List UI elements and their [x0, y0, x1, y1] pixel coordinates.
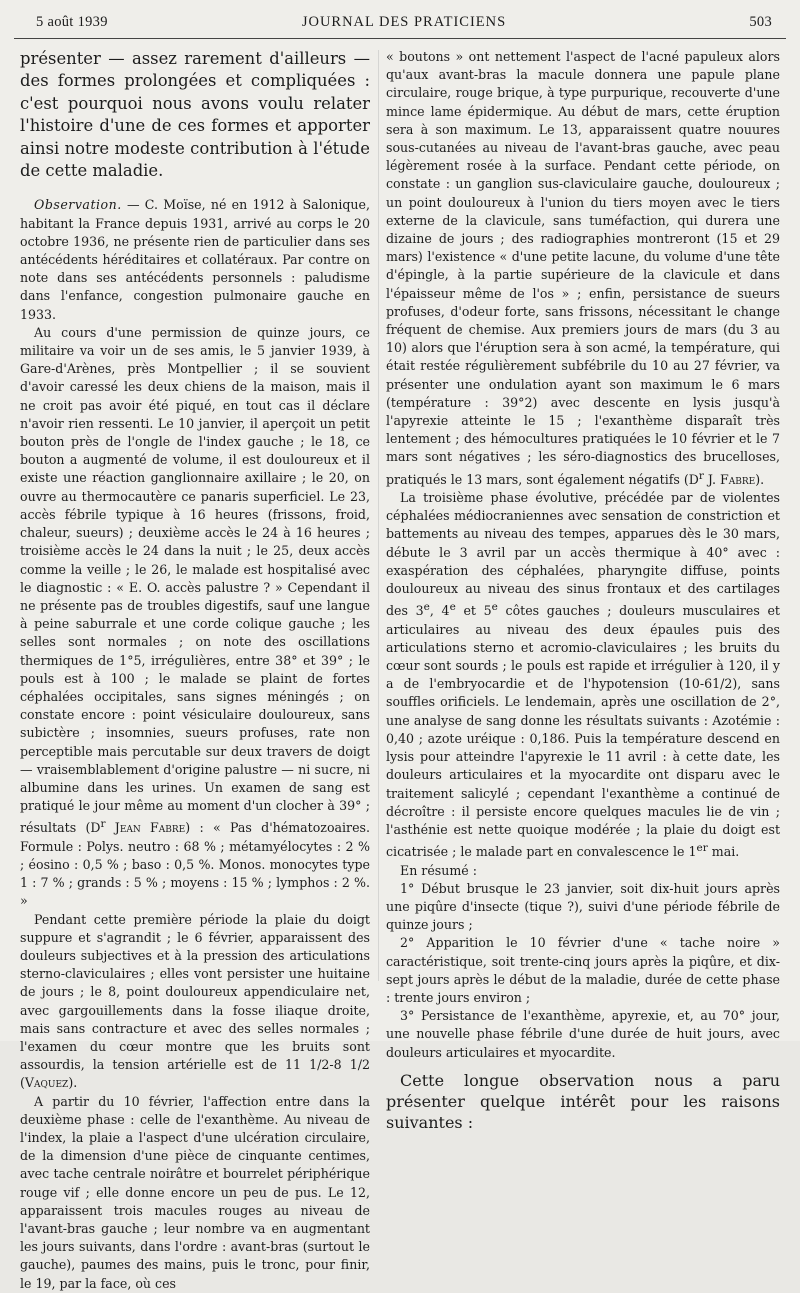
- observation-paragraph: [20, 196, 370, 323]
- right-paragraph-2: [386, 489, 780, 861]
- r2-sup-1: e: [423, 601, 430, 614]
- running-header: [36, 14, 772, 34]
- observation-text: — C. Moïse, né en 1912 à Salonique, habitant la France depuis 1931, arrivé au corps le 20 octobre 1936, ne présente rien de particulier dans ses antécédents héréditaires et collatéraux. Par contre on note dans ses antécédents personnels : paludisme dans l'enfance, congestion pulmonaire gauche en 1933.: [20, 197, 370, 322]
- left-column: [20, 48, 370, 1291]
- summary-item-3: 3° Persistance de l'exanthème, apyrexie, et, au 70° jour, une nouvelle phase fébrile d'une durée de huit jours, avec douleurs articulaires et myocardite.: [386, 1008, 780, 1060]
- p3-author-name: Vaquez: [24, 1075, 69, 1091]
- issue-date: 5 août 1939: [36, 14, 108, 30]
- p2-doctor-sup: r: [100, 818, 106, 831]
- summary-item-2: 2° Apparition le 10 février d'une « tache noire » caractéristique, soit trente-cinq jours après la piqûre, et dix-sept jours après le début de la maladie, durée de cette phase : trente jours environ ;: [386, 935, 780, 1005]
- r2-text-d: côtes gauches ; douleurs musculaires et articulaires au niveau des deux épaules puis des articulations sterno et acromio-claviculaires ; les bruits du cœur sont sourds ; le pouls est rapide et irrégulier à 120, il y a de l'embryocardie et de l'hypotension (10-61/2), sans souffles orificiels. Le lendemain, après une oscillation de 2°, une analyse de sang donne les résultats suivants : Azotémie : 0,40 ; azote uréique : 0,186. Puis la température descend en lysis pour atteindre l'apyrexie le 11 avril : à cette date, les douleurs articulaires et la myocardite ont disparu avec le traitement salicylé ; cependant l'exanthème a continué de décroître : il persiste encore quelques macules lie de vin ; l'asthénie est nette quoique modérée ; la plaie du doigt est cicatrisée ; le malade part en convalescence le 1: [386, 603, 780, 860]
- r2-sup-3: e: [491, 601, 498, 614]
- r2-text-a: La troisième phase évolutive, précédée par de violentes céphalées médiocraniennes avec sensation de constriction et battements au niveau des tempes, apparues dès le 30 mars, débute le 3 avril par un accès thermique à 40° avec : exaspération des céphalées, pharyngite diffuse, points douloureux au niveau des sinus frontaux et des cartilages des 3: [386, 490, 780, 619]
- r1-doctor-sup: r: [698, 469, 704, 482]
- journal-title: JOURNAL DES PRATICIENS: [301, 14, 507, 30]
- p3-text-b: ).: [68, 1075, 78, 1091]
- p2-text-a: Au cours d'une permission de quinze jours, ce militaire va voir un de ses amis, le 5 janvier 1939, à Gare-d'Arènes, près Montpellier ; il se souvient d'avoir caressé les deux chiens de la maison, mais il ne croit pas avoir été piqué, en tout cas il déclare n'avoir rien ressenti. Le 10 janvier, il aperçoit un petit bouton près de l'ongle de l'index gauche ; le 18, ce bouton a augmenté de volume, il est douloureux et il existe une réaction ganglionnaire axillaire ; le 20, on ouvre au thermocautère ce panaris superficiel. Le 23, accès fébrile typique à 16 heures (frissons, froid, chaleur, sueurs) ; deuxième accès le 24 à 16 heures ; troisième accès le 24 dans la nuit ; le 25, deux accès comme la veille ; le 26, le malade est hospitalisé avec le diagnostic : « E. O. accès palustre ? » Cependant il ne présente pas de troubles digestifs, sauf une langue à peine saburrale et une corde colique gauche ; les selles sont normales ; on note des oscillations thermiques de 1°5, irrégulières, entre 38° et 39° ; le pouls est à 100 ; le malade se plaint de fortes céphalées occipitales, sans signes méningés ; on constate encore : point vésiculaire douloureux, sans subictère ; insomnies, sueurs profuses, rate non perceptible mais percutable sur deux travers de doigt — vraisemblablement d'origine palustre — ni sucre, ni albumine dans les urines. Un examen de sang est pratiqué le jour même au moment d'un clocher à 39° ; résultats (D: [20, 324, 370, 836]
- p2-text-b: ) : « Pas d'hématozoaires. Formule : Polys. neutro : 68 % ; métamyélocytes : 2 % ; éosino : 0,5 % ; baso : 0,5 %. Monos. monocytes type 1 : 7 % ; grands : 5 % ; moyens : 15 % ; lymphos : 2 %. »: [20, 820, 370, 909]
- intro-paragraph: présenter — assez rarement d'ailleurs — des formes prolongées et compliquées : c'est pourquoi nous avons voulu relater l'histoire d'une de ces formes et apporter ainsi notre modeste contribution à l'étude de cette maladie.: [20, 49, 370, 181]
- body-paragraph-3: [20, 911, 370, 1093]
- summary-item-1: 1° Début brusque le 23 janvier, soit dix-huit jours après une piqûre d'insecte (tique ?), suivi d'une période fébrile de quinze jours ;: [386, 880, 780, 933]
- summary-label: En résumé :: [400, 862, 477, 878]
- closing-paragraph: Cette longue observation nous a paru présenter quelque intérêt pour les raisons suivantes :: [386, 1070, 780, 1132]
- right-column: [386, 48, 780, 1132]
- body-paragraph-4: A partir du 10 février, l'affection entre dans la deuxième phase : celle de l'exanthème. Au niveau de l'index, la plaie a l'aspect d'une ulcération circulaire, de la dimension d'une pièce de cinquante centimes, avec tache centrale noirâtre et bourrelet périphérique rouge vif ; elle donne encore un peu de pus. Le 12, apparaissent trois macules rouges au niveau de l'avant-bras gauche ; leur nombre va en augmentant les jours suivants, dans l'ordre : avant-bras (surtout le gauche), paumes des mains, puis le tronc, pour finir, le 19, par la face, où ces: [20, 1093, 370, 1291]
- body-paragraph-2: [20, 324, 370, 911]
- header-rule: [14, 38, 786, 39]
- r1-author-name: J. Fabre: [703, 471, 756, 487]
- p3-text-a: Pendant cette première période la plaie du doigt suppure et s'agrandit ; le 6 février, apparaissent des douleurs subjectives et à la pression des articulations sterno-claviculaires ; elles vont persister une huitaine de jours ; le 8, point douloureux appendiculaire net, avec gargouillements dans la fosse iliaque droite, mais sans contracture et avec des selles normales ; l'examen du cœur montre que les bruits sont assourdis, la tension artérielle est de 11 1/2-8 1/2 (: [20, 911, 370, 1091]
- p2-author-name: Jean Fabre: [105, 820, 186, 836]
- r1-text-b: ).: [755, 471, 765, 487]
- r2-text-e: mai.: [707, 844, 740, 860]
- r2-sup-2: e: [449, 601, 456, 614]
- observation-label: Observation.: [34, 197, 122, 213]
- right-paragraph-1: [386, 48, 780, 489]
- r1-text-a: « boutons » ont nettement l'aspect de l'acné papuleux alors qu'aux avant-bras la macule donnera une papule plane circulaire, rouge brique, à type purpurique, recouverte d'une mince lame épidermique. Au début de mars, cette éruption sera à son maximum. Le 13, apparaissent quatre nouures sous-cutanées au niveau de l'avant-bras gauche, avec peau légèrement rosée à la surface. Pendant cette période, on constate : un ganglion sus-claviculaire gauche, douloureux ; un point douloureux à l'union du tiers moyen avec le tiers externe de la clavicule, sans tuméfaction, qui durera une dizaine de jours ; des radiographies montreront (15 et 29 mars) l'existence « d'une petite lacune, du volume d'une tête d'épingle, à la partie supérieure de la clavicule et dans l'épaisseur même de l'os » ; enfin, persistance de sueurs profuses, d'odeur forte, sans frissons, nécessitant le change fréquent de chemise. Aux premiers jours de mars (du 3 au 10) alors que l'éruption sera à son acmé, la température, qui était restée régulièrement subfébrile du 10 au 27 février, va présenter une ondulation ayant son maximum le 6 mars (température : 39°2) avec descente en lysis jusqu'à l'apyrexie atteinte le 15 ; l'exanthème disparaît très lentement ; des hémocultures pratiquées le 10 février et le 7 mars sont négatives ; les séro-diagnostics des brucelloses, pratiqués le 13 mars, sont également négatifs (D: [386, 49, 780, 487]
- r2-text-c: et 5: [455, 603, 492, 619]
- column-divider: [378, 50, 379, 981]
- page-number: 503: [749, 14, 772, 30]
- r2-sup-4: er: [696, 842, 708, 855]
- r2-text-b: , 4: [429, 603, 450, 619]
